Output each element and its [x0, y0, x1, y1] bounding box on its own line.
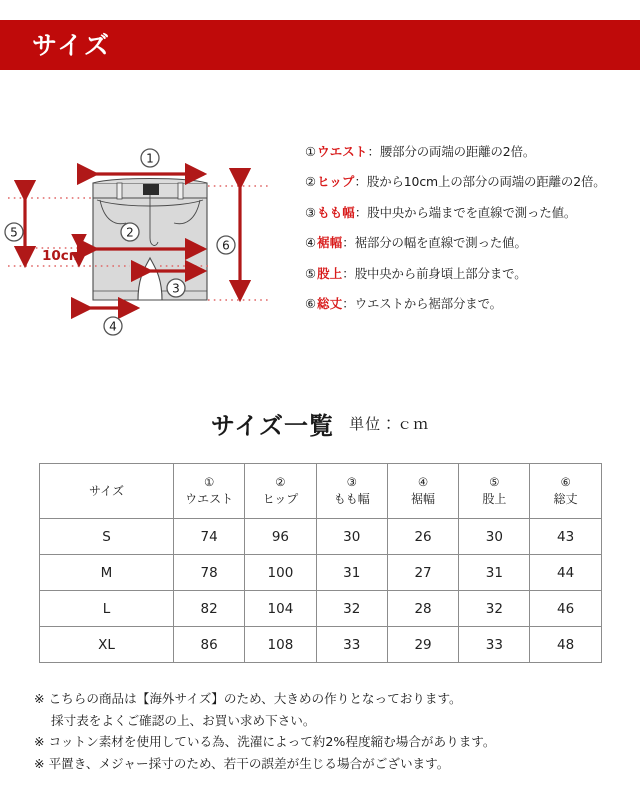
legend-item-total-length — [305, 297, 640, 312]
legend-description: 股中央から前身頃上部分まで。 — [354, 265, 527, 281]
column-header-label: サイズ — [88, 483, 125, 498]
column-header-label: 総丈 — [553, 491, 578, 506]
cell-hem: 27 — [387, 555, 458, 591]
column-header-label: ヒップ — [262, 491, 299, 506]
footnote-marker: ※ — [34, 691, 45, 706]
cell-waist: 82 — [174, 591, 245, 627]
footnote-text: 平置き、メジャー採寸のため、若干の誤差が生じる場合がございます。 — [48, 755, 450, 771]
cell-size: S — [40, 519, 174, 555]
cell-thigh: 31 — [316, 555, 387, 591]
cell-size: XL — [40, 627, 174, 663]
cell-hip: 108 — [245, 627, 316, 663]
legend-item-thigh — [305, 206, 640, 221]
svg-text:4: 4 — [109, 319, 117, 334]
column-header-number: ③ — [346, 475, 357, 490]
footnote-marker: ※ — [34, 734, 45, 750]
column-header-label: ウエスト — [185, 491, 234, 506]
legend-separator: ： — [367, 144, 380, 159]
cell-rise: 33 — [459, 627, 530, 663]
cell-hip: 96 — [245, 519, 316, 555]
legend-term: 股上 — [317, 265, 343, 281]
footnote-text: 採寸表をよくご確認の上、お買い求め下さい。 — [51, 712, 316, 728]
table-row — [40, 591, 602, 627]
legend-number: ⑤ — [305, 265, 317, 281]
badge-thigh — [167, 279, 185, 297]
footnote-line — [34, 688, 624, 710]
column-header-label: もも幅 — [333, 491, 370, 506]
column-header-total-length — [530, 464, 601, 519]
cell-total-length: 46 — [530, 591, 601, 627]
column-header-size — [40, 464, 174, 519]
column-header-label: 股上 — [482, 491, 507, 506]
column-header-number: ⑥ — [560, 475, 571, 490]
cell-size: L — [40, 591, 174, 627]
cell-waist: 78 — [174, 555, 245, 591]
badge-rise — [5, 223, 23, 241]
legend-separator: ： — [354, 204, 368, 220]
cell-total-length: 44 — [530, 555, 601, 591]
shorts-illustration — [93, 179, 207, 301]
legend-number: ① — [305, 144, 317, 159]
legend-item-hip — [305, 175, 640, 190]
column-header-number: ④ — [417, 475, 429, 490]
legend-number: ④ — [305, 235, 317, 251]
legend-term: 総丈 — [317, 295, 343, 311]
cell-total-length: 48 — [530, 627, 601, 663]
cell-hem: 28 — [387, 591, 458, 627]
cell-thigh: 30 — [316, 519, 387, 555]
page-title: サイズ — [32, 30, 112, 60]
table-row — [40, 555, 602, 591]
column-header-number: ① — [203, 475, 215, 490]
offset-note-label: 10cm — [42, 248, 83, 264]
table-row — [40, 627, 602, 663]
badge-hip — [121, 223, 139, 241]
footnotes — [34, 688, 624, 775]
footnote-text: こちらの商品は【海外サイズ】のため、大きめの作りとなっております。 — [48, 691, 462, 706]
column-header-number: ⑤ — [489, 475, 500, 490]
column-header-hem — [387, 464, 458, 519]
legend-separator: ： — [342, 265, 355, 281]
svg-text:3: 3 — [172, 281, 180, 296]
size-table-title: サイズ一覧 — [210, 412, 334, 440]
legend-term: ヒップ — [317, 174, 355, 190]
legend-number: ③ — [305, 204, 317, 220]
badge-waist — [141, 149, 159, 167]
size-table-heading — [0, 406, 640, 441]
cell-hip: 104 — [245, 591, 316, 627]
shorts-measurement-diagram — [0, 128, 300, 358]
cell-rise: 30 — [459, 519, 530, 555]
legend-separator: ： — [342, 235, 355, 251]
badge-hem — [104, 317, 122, 335]
column-header-number: ② — [275, 475, 286, 490]
measurement-legend — [305, 145, 640, 327]
legend-item-waist — [305, 145, 640, 160]
cell-waist: 74 — [174, 519, 245, 555]
column-header-label: 裾幅 — [411, 491, 436, 506]
footnote-line — [34, 710, 624, 732]
table-row — [40, 519, 602, 555]
footnote-text: コットン素材を使用している為、洗濯によって約2%程度縮む場合があります。 — [48, 734, 496, 750]
legend-term: ウエスト — [317, 144, 368, 159]
legend-separator: ： — [354, 174, 367, 190]
cell-hip: 100 — [245, 555, 316, 591]
column-header-thigh — [316, 464, 387, 519]
svg-text:1: 1 — [146, 151, 154, 166]
legend-number: ② — [305, 174, 317, 190]
cell-size: M — [40, 555, 174, 591]
cell-waist: 86 — [174, 627, 245, 663]
cell-thigh: 33 — [316, 627, 387, 663]
size-table-unit: 単位：ｃｍ — [349, 415, 430, 433]
legend-separator: ： — [342, 295, 355, 311]
cell-total-length: 43 — [530, 519, 601, 555]
column-header-waist — [174, 464, 245, 519]
column-header-rise — [459, 464, 530, 519]
cell-hem: 26 — [387, 519, 458, 555]
cell-hem: 29 — [387, 627, 458, 663]
footnote-line — [34, 731, 624, 753]
badge-total-length — [217, 236, 235, 254]
footnote-marker: ※ — [34, 755, 45, 771]
cell-thigh: 32 — [316, 591, 387, 627]
svg-text:2: 2 — [126, 225, 134, 240]
legend-number: ⑥ — [305, 295, 317, 311]
legend-description: 股から10cm上の部分の両端の距離の2倍。 — [366, 174, 606, 190]
cell-rise: 31 — [459, 555, 530, 591]
page-header-banner — [0, 20, 640, 70]
legend-term: 裾幅 — [317, 235, 343, 251]
column-header-hip — [245, 464, 316, 519]
footnote-line — [34, 753, 624, 775]
legend-description: ウエストから裾部分まで。 — [354, 295, 502, 311]
cell-rise: 32 — [459, 591, 530, 627]
table-header-row — [40, 464, 602, 519]
svg-text:6: 6 — [222, 238, 230, 253]
legend-item-rise — [305, 267, 640, 282]
legend-term: もも幅 — [317, 204, 355, 220]
svg-text:5: 5 — [10, 225, 18, 240]
size-table — [39, 463, 602, 663]
legend-item-hem — [305, 236, 640, 251]
legend-description: 腰部分の両端の距離の2倍。 — [379, 144, 536, 159]
legend-description: 裾部分の幅を直線で測った値。 — [354, 235, 527, 251]
legend-description: 股中央から端までを直線で測った値。 — [367, 204, 577, 220]
